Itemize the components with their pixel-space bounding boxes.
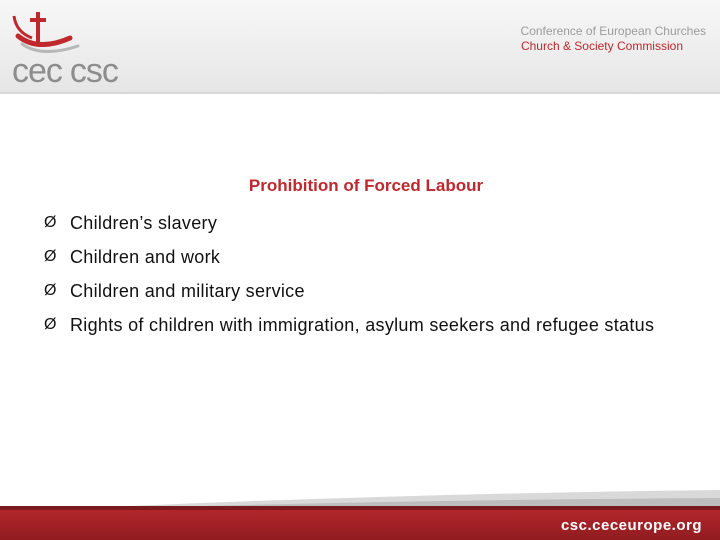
arrow-bullet-icon: Ø (44, 316, 57, 333)
arrow-bullet-icon: Ø (44, 248, 57, 265)
logo-wordmark (12, 52, 118, 91)
bullet-item (44, 212, 664, 234)
bullet-item (44, 246, 664, 268)
arrow-bullet-icon: Ø (44, 214, 57, 231)
arrow-bullet-icon: Ø (44, 282, 57, 299)
bullet-list (44, 212, 664, 348)
bullet-item (44, 314, 664, 336)
bullet-text: Children and military service (70, 281, 305, 301)
slide-title: Prohibition of Forced Labour (248, 176, 484, 195)
commission-name: Church & Society Commission (520, 39, 683, 53)
bullet-text: Children and work (70, 247, 221, 267)
bullet-text: Rights of children with immigration, asylum seekers and refugee status (70, 315, 655, 335)
footer-url[interactable]: csc.ceceurope.org (560, 517, 702, 534)
logo-csc: csc (69, 52, 118, 90)
organization-name: Conference of European Churches (520, 24, 706, 38)
bullet-item (44, 280, 664, 302)
bullet-text: Children’s slavery (70, 213, 218, 233)
logo-cec: cec (12, 52, 62, 90)
